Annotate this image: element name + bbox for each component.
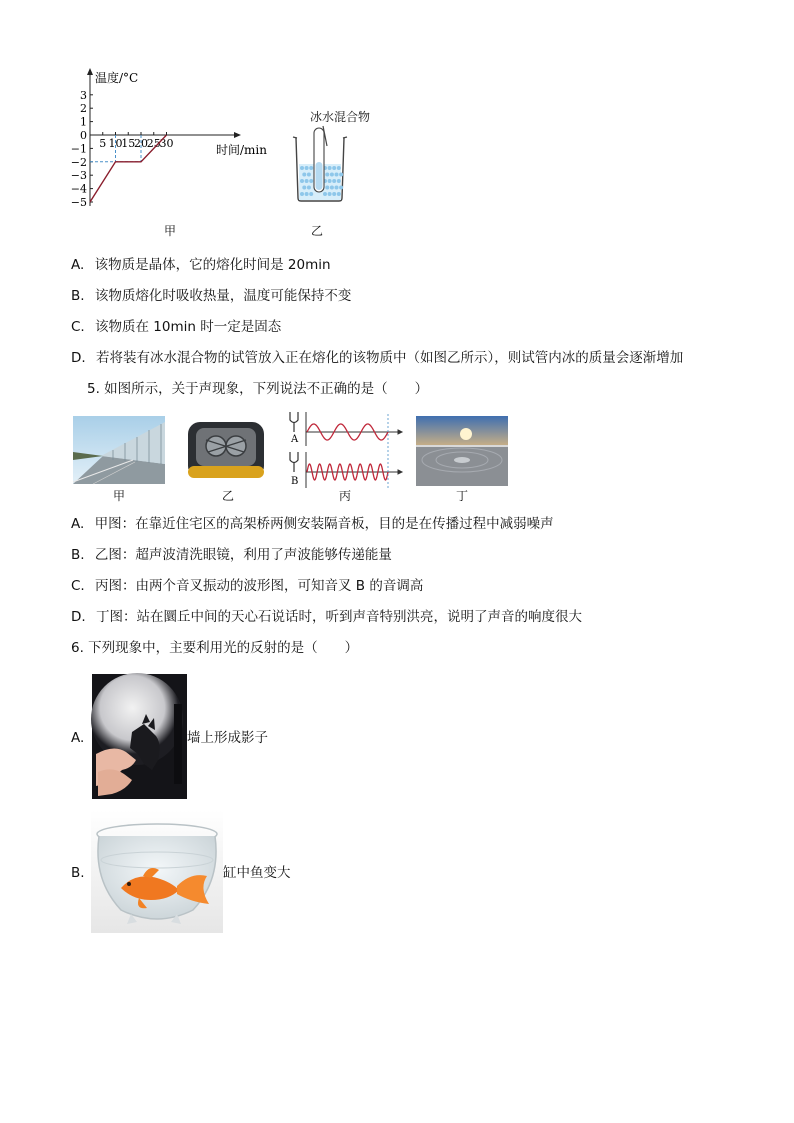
- ice-dot: [309, 179, 313, 183]
- ice-dot: [309, 166, 313, 170]
- y-tick-label: 3: [80, 88, 87, 102]
- x-axis-arrow: [234, 132, 241, 138]
- ice-dot: [302, 186, 306, 190]
- ice-dot: [337, 192, 341, 196]
- ice-dot: [328, 166, 332, 170]
- fork-label-a: A: [291, 434, 299, 445]
- beaker-illustration: [290, 124, 350, 204]
- ice-dot: [300, 179, 304, 183]
- x-axis-label: 时间/min: [216, 143, 267, 157]
- option-letter: C.: [71, 578, 85, 594]
- circular-mound-altar-photo: [416, 416, 508, 486]
- option-letter: B.: [71, 288, 85, 304]
- x-tick-label: 30: [159, 137, 174, 150]
- option-text: 该物质在 10min 时一定是固态: [95, 319, 282, 335]
- x-tick-label: 20: [134, 137, 148, 150]
- option-text: 该物质熔化时吸收热量，温度可能保持不变: [94, 288, 352, 304]
- ice-dot: [332, 192, 336, 196]
- option-letter: B.: [71, 547, 85, 563]
- q6-option-a-text: 墙上形成影子: [187, 730, 268, 746]
- y-tick-label: −5: [70, 196, 87, 209]
- ice-dot: [302, 173, 306, 177]
- ice-dot: [339, 186, 343, 190]
- ice-dot: [335, 173, 339, 177]
- caption-q5-ding: 丁: [455, 489, 468, 503]
- y-axis-label: 温度/°C: [95, 71, 139, 85]
- ice-dot: [325, 186, 329, 190]
- ice-dot: [307, 173, 311, 177]
- ice-dot: [300, 166, 304, 170]
- ice-dot: [305, 192, 309, 196]
- ice-dot: [305, 166, 309, 170]
- y-tick-label: −2: [70, 155, 87, 169]
- ice-dot: [330, 173, 334, 177]
- beaker-label: 冰水混合物: [310, 110, 371, 124]
- option-text: 甲图：在靠近住宅区的高架桥两侧安装隔音板，目的是在传播过程中减弱噪声: [94, 516, 554, 532]
- ice-dot: [325, 173, 329, 177]
- goldfish-bowl-photo: [91, 810, 223, 933]
- q4-option-c: [71, 318, 281, 336]
- fork-label-b: B: [291, 476, 299, 487]
- ice-dot: [323, 192, 327, 196]
- hand-shadow-photo: [92, 674, 187, 799]
- temperature-time-graph: [70, 66, 280, 216]
- y-tick-label: −3: [70, 169, 87, 183]
- caption-yi: 乙: [310, 224, 323, 238]
- ice-dot: [337, 166, 341, 170]
- caption-q5-yi: 乙: [221, 489, 234, 503]
- x-tick-label: 25: [146, 137, 161, 150]
- ultrasonic-cleaner-photo: [184, 416, 268, 486]
- q4-option-d: [71, 349, 683, 367]
- y-tick-label: 2: [80, 102, 87, 116]
- ice-dot: [337, 179, 341, 183]
- option-letter: C.: [71, 319, 85, 335]
- option-text: 丙图：由两个音叉振动的波形图，可知音叉 B 的音调高: [95, 578, 424, 594]
- q5-option-d: [71, 608, 582, 626]
- tuning-fork-waveforms: [288, 410, 402, 490]
- q6-stem: 6. 下列现象中，主要利用光的反射的是（ ）: [71, 640, 359, 656]
- q5-option-b: [71, 546, 392, 564]
- q6-option-b-letter: B.: [71, 865, 85, 881]
- caption-jia: 甲: [163, 224, 176, 238]
- ice-dot: [328, 192, 332, 196]
- q6-option-b-text: 缸中鱼变大: [223, 865, 291, 881]
- option-letter: A.: [71, 516, 85, 532]
- x-tick-label: 15: [121, 137, 136, 150]
- q5-option-c: [71, 577, 423, 595]
- caption-q5-bing: 丙: [338, 489, 351, 503]
- q5-option-a: [71, 515, 554, 533]
- q4-option-b: [71, 287, 351, 305]
- ice-dot: [332, 179, 336, 183]
- ice-dot: [305, 179, 309, 183]
- caption-q5-jia: 甲: [112, 489, 125, 503]
- ice-dot: [307, 186, 311, 190]
- q6-option-a-letter: A.: [71, 730, 85, 746]
- x-tick-label: 5: [99, 137, 107, 150]
- y-tick-label: −4: [70, 182, 87, 196]
- option-text: 乙图：超声波清洗眼镜，利用了声波能够传递能量: [94, 547, 392, 563]
- ice-dot: [328, 179, 332, 183]
- y-axis-arrow: [87, 68, 93, 75]
- y-tick-label: −1: [70, 142, 87, 156]
- ice-dot: [330, 186, 334, 190]
- q4-option-a: [71, 256, 331, 274]
- option-text: 丁图：站在圜丘中间的天心石说话时，听到声音特别洪亮，说明了声音的响度很大: [95, 609, 582, 625]
- ice-dot: [332, 166, 336, 170]
- ice-dot: [309, 192, 313, 196]
- q5-stem: 5. 如图所示，关于声现象，下列说法不正确的是（ ）: [87, 381, 429, 397]
- ice-dot: [300, 192, 304, 196]
- ice-dot: [335, 186, 339, 190]
- option-letter: D.: [71, 350, 86, 366]
- option-letter: A.: [71, 257, 85, 273]
- option-text: 若将装有冰水混合物的试管放入正在熔化的该物质中（如图乙所示），则试管内冰的质量会逐渐增加: [95, 350, 684, 366]
- highway-sound-barrier-photo: [73, 416, 165, 484]
- option-text: 该物质是晶体，它的熔化时间是 20min: [94, 257, 331, 273]
- option-letter: D.: [71, 609, 86, 625]
- y-tick-label: 0: [80, 129, 87, 142]
- ice-dot: [339, 173, 343, 177]
- x-tick-label: 10: [108, 137, 123, 150]
- y-tick-label: 1: [80, 115, 87, 129]
